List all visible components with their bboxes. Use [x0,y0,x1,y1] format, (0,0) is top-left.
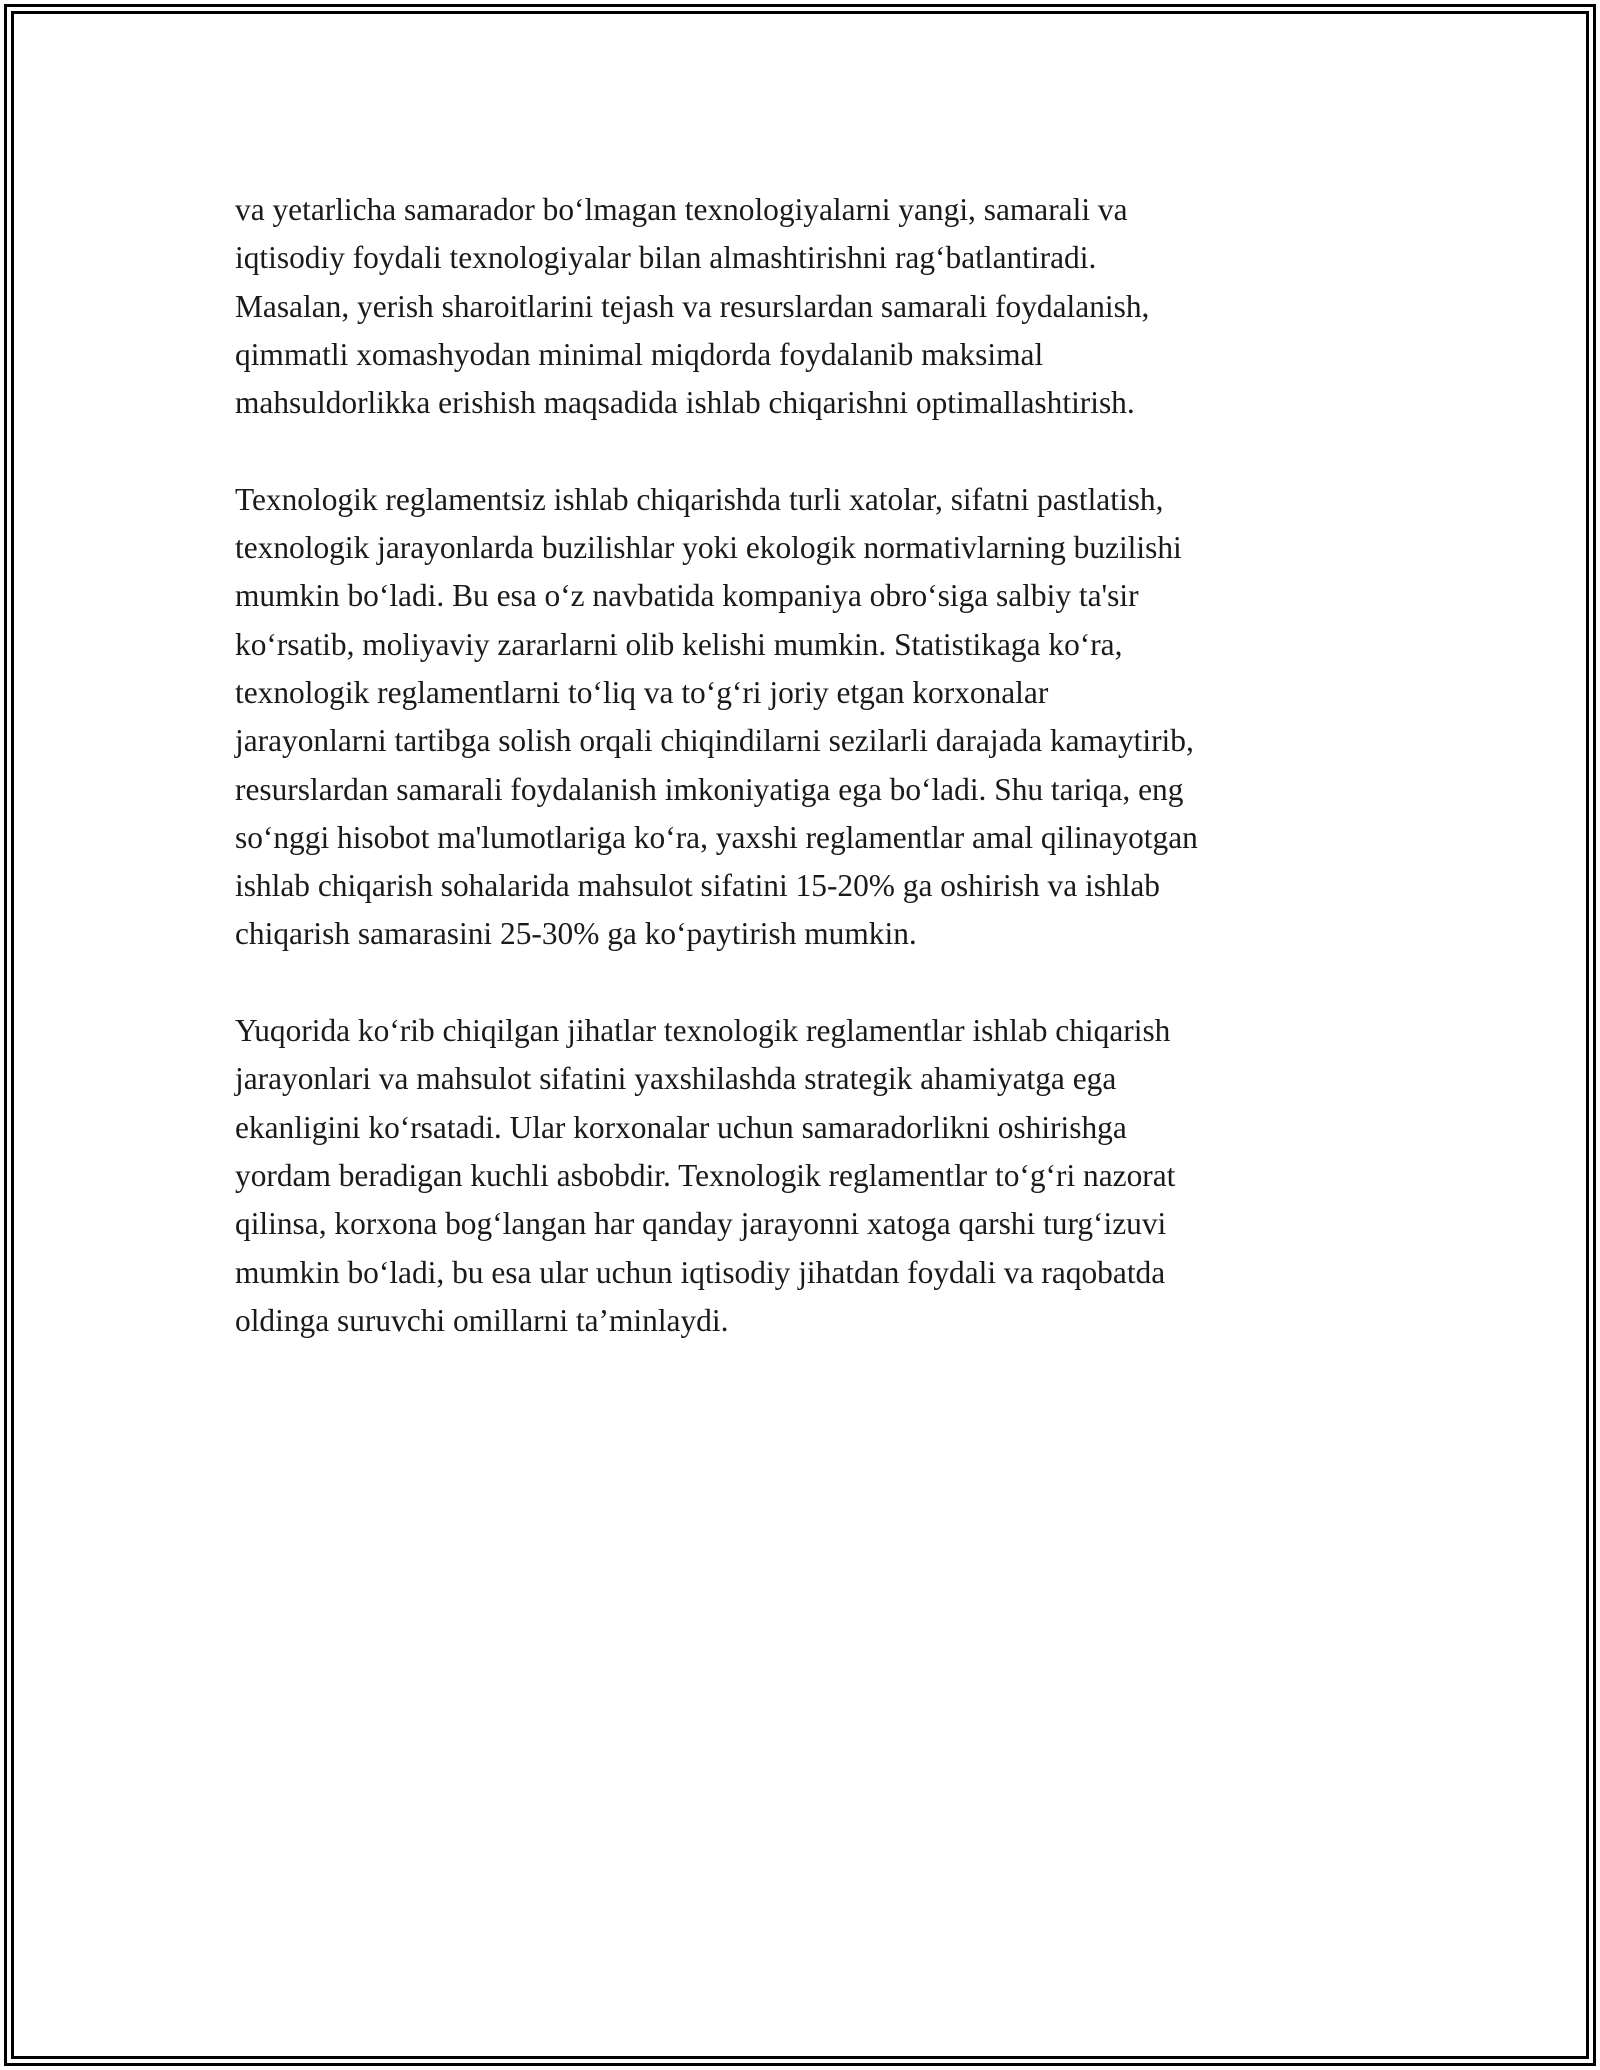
text-line: qilinsa, korxona bog‘langan har qanday jarayonni xatoga qarshi turg‘izuvi [235,1206,1167,1242]
text-line: ko‘rsatib, moliyaviy zararlarni olib kelishi mumkin. Statistikaga ko‘ra, [235,626,1123,662]
text-line: texnologik jarayonlarda buzilishlar yoki ekologik normativlarning buzilishi [235,530,1182,566]
text-line: jarayonlari va mahsulot sifatini yaxshilashda strategik ahamiyatga ega [235,1061,1117,1097]
document-body [235,186,1385,1345]
text-line: texnologik reglamentlarni to‘liq va to‘g‘ri joriy etgan korxonalar [235,674,1049,710]
text-line: oldinga suruvchi omillarni ta’minlaydi. [235,1302,729,1338]
text-line: chiqarish samarasini 25-30% ga ko‘paytirish mumkin. [235,916,917,952]
text-line: iqtisodiy foydali texnologiyalar bilan almashtirishni rag‘batlantiradi. [235,240,1097,276]
text-line: Yuqorida ko‘rib chiqilgan jihatlar texnologik reglamentlar ishlab chiqarish [235,1013,1171,1049]
text-line: jarayonlarni tartibga solish orqali chiqindilarni sezilarli darajada kamaytirib, [235,723,1194,759]
text-line: ishlab chiqarish sohalarida mahsulot sifatini 15-20% ga oshirish va ishlab [235,868,1160,904]
text-line: mumkin bo‘ladi. Bu esa o‘z navbatida kompaniya obro‘siga salbiy ta'sir [235,578,1139,614]
text-line: ekanligini ko‘rsatadi. Ular korxonalar uchun samaradorlikni oshirishga [235,1109,1127,1145]
text-line: mahsuldorlikka erishish maqsadida ishlab chiqarishni optimallashtirish. [235,385,1135,421]
text-line: Texnologik reglamentsiz ishlab chiqarishda turli xatolar, sifatni pastlatish, [235,481,1164,517]
paragraph-1 [235,186,1385,427]
paragraph-2 [235,476,1385,959]
text-line: so‘nggi hisobot ma'lumotlariga ko‘ra, yaxshi reglamentlar amal qilinayotgan [235,819,1198,855]
text-line: mumkin bo‘ladi, bu esa ular uchun iqtisodiy jihatdan foydali va raqobatda [235,1254,1166,1290]
text-line: qimmatli xomashyodan minimal miqdorda foydalanib maksimal [235,336,1044,372]
paragraph-3 [235,1007,1385,1345]
text-line: Masalan, yerish sharoitlarini tejash va resurslardan samarali foydalanish, [235,288,1150,324]
text-line: va yetarlicha samarador bo‘lmagan texnologiyalarni yangi, samarali va [235,192,1128,227]
text-line: yordam beradigan kuchli asbobdir. Texnologik reglamentlar to‘g‘ri nazorat [235,1157,1176,1193]
text-line: resurslardan samarali foydalanish imkoniyatiga ega bo‘ladi. Shu tariqa, eng [235,771,1184,807]
